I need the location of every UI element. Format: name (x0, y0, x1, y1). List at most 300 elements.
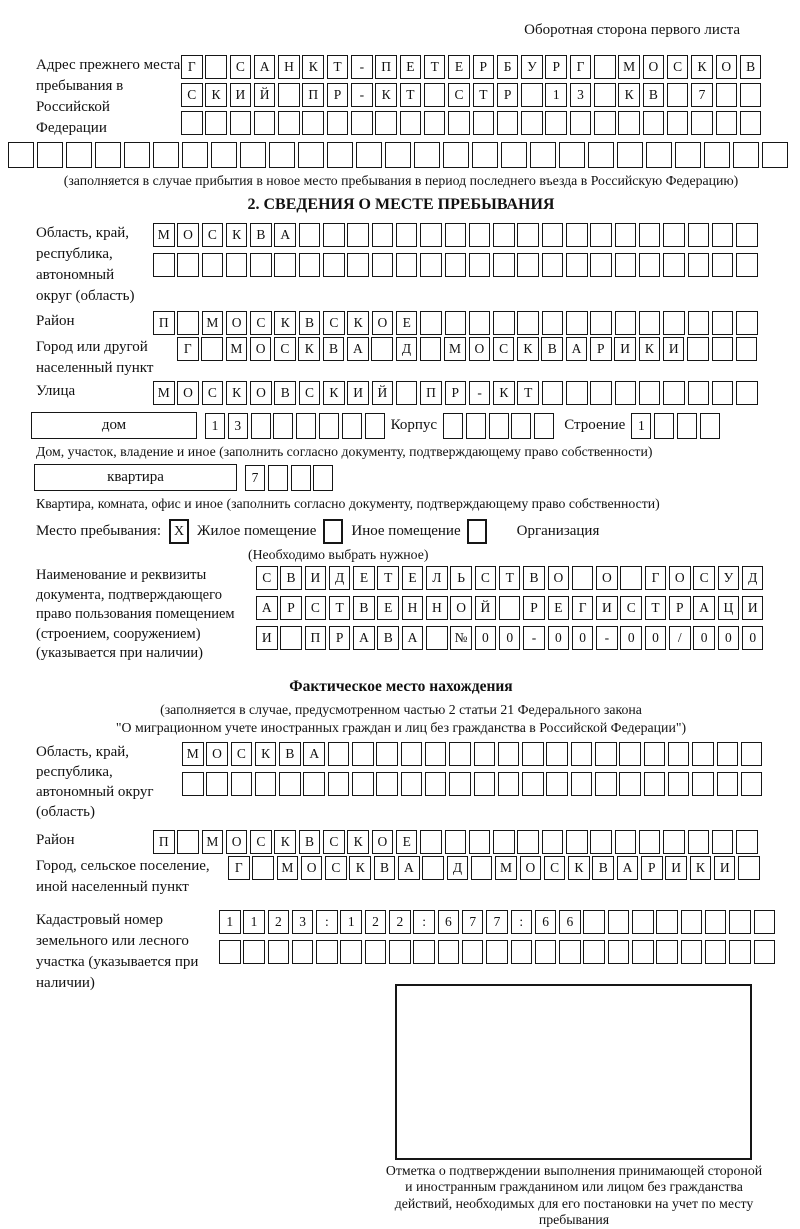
char-cell[interactable] (566, 830, 588, 854)
char-cell[interactable]: Р (497, 83, 519, 107)
char-cell[interactable] (420, 830, 442, 854)
char-cell[interactable] (705, 910, 727, 934)
char-cell[interactable] (590, 223, 612, 247)
char-cell[interactable] (656, 940, 678, 964)
char-cell[interactable]: Т (499, 566, 521, 590)
char-cell[interactable] (692, 772, 714, 796)
char-cell[interactable] (667, 83, 689, 107)
char-cell[interactable] (445, 223, 467, 247)
char-cell[interactable] (712, 381, 734, 405)
char-cell[interactable] (292, 940, 314, 964)
char-cell[interactable]: И (714, 856, 736, 880)
char-cell[interactable]: К (618, 83, 640, 107)
char-cell[interactable]: С (448, 83, 470, 107)
char-cell[interactable] (449, 772, 471, 796)
char-cell[interactable] (716, 83, 738, 107)
char-cell[interactable]: О (548, 566, 570, 590)
char-cell[interactable]: И (663, 337, 685, 361)
char-cell[interactable] (471, 856, 493, 880)
char-cell[interactable]: В (279, 742, 301, 766)
char-cell[interactable] (124, 142, 150, 168)
char-cell[interactable] (521, 83, 543, 107)
char-cell[interactable] (328, 742, 350, 766)
char-cell[interactable] (740, 83, 762, 107)
char-cell[interactable]: : (316, 910, 338, 934)
char-cell[interactable] (278, 83, 300, 107)
char-cell[interactable] (352, 772, 374, 796)
char-cell[interactable] (323, 223, 345, 247)
char-cell[interactable]: О (450, 596, 472, 620)
char-cell[interactable] (712, 337, 734, 361)
char-cell[interactable] (438, 940, 460, 964)
char-cell[interactable] (566, 311, 588, 335)
char-cell[interactable]: С (299, 381, 321, 405)
char-cell[interactable] (717, 772, 739, 796)
char-cell[interactable] (618, 111, 640, 135)
char-cell[interactable]: 6 (438, 910, 460, 934)
char-cell[interactable]: 1 (219, 910, 241, 934)
char-cell[interactable]: Г (645, 566, 667, 590)
char-cell[interactable] (469, 253, 491, 277)
char-cell[interactable]: - (596, 626, 618, 650)
char-cell[interactable] (449, 742, 471, 766)
char-cell[interactable]: А (353, 626, 375, 650)
char-cell[interactable]: Ц (718, 596, 740, 620)
char-cell[interactable] (542, 253, 564, 277)
char-cell[interactable]: Е (448, 55, 470, 79)
char-cell[interactable]: С (181, 83, 203, 107)
char-cell[interactable]: К (226, 381, 248, 405)
char-cell[interactable] (396, 381, 418, 405)
char-cell[interactable] (663, 381, 685, 405)
char-cell[interactable] (298, 142, 324, 168)
char-cell[interactable]: К (347, 830, 369, 854)
char-cell[interactable] (594, 55, 616, 79)
char-cell[interactable] (206, 772, 228, 796)
char-cell[interactable] (278, 111, 300, 135)
char-cell[interactable]: О (372, 830, 394, 854)
char-cell[interactable]: С (202, 223, 224, 247)
char-cell[interactable]: Е (396, 830, 418, 854)
char-cell[interactable] (535, 940, 557, 964)
char-cell[interactable] (639, 253, 661, 277)
char-cell[interactable] (347, 223, 369, 247)
char-cell[interactable]: : (413, 910, 435, 934)
char-cell[interactable] (226, 253, 248, 277)
char-cell[interactable] (583, 940, 605, 964)
char-cell[interactable] (688, 381, 710, 405)
char-cell[interactable] (590, 381, 612, 405)
char-cell[interactable] (522, 772, 544, 796)
char-cell[interactable] (692, 742, 714, 766)
char-cell[interactable]: Е (377, 596, 399, 620)
char-cell[interactable]: 0 (548, 626, 570, 650)
char-cell[interactable] (37, 142, 63, 168)
char-cell[interactable] (559, 940, 581, 964)
char-cell[interactable]: А (303, 742, 325, 766)
char-cell[interactable]: 0 (645, 626, 667, 650)
char-cell[interactable]: К (274, 311, 296, 335)
char-cell[interactable] (273, 413, 293, 439)
char-cell[interactable] (462, 940, 484, 964)
char-cell[interactable]: 2 (365, 910, 387, 934)
char-cell[interactable] (668, 772, 690, 796)
apartment-box[interactable]: квартира (34, 464, 237, 491)
stay-option-organization-checkbox[interactable] (467, 519, 487, 544)
char-cell[interactable] (667, 111, 689, 135)
char-cell[interactable] (327, 142, 353, 168)
char-cell[interactable]: Н (402, 596, 424, 620)
char-cell[interactable]: 6 (535, 910, 557, 934)
char-cell[interactable] (420, 311, 442, 335)
char-cell[interactable] (615, 381, 637, 405)
char-cell[interactable]: Е (396, 311, 418, 335)
char-cell[interactable] (420, 223, 442, 247)
stay-option-residential-checkbox[interactable]: X (169, 519, 189, 544)
char-cell[interactable]: - (469, 381, 491, 405)
char-cell[interactable] (182, 142, 208, 168)
char-cell[interactable]: С (667, 55, 689, 79)
char-cell[interactable]: И (256, 626, 278, 650)
char-cell[interactable]: - (523, 626, 545, 650)
char-cell[interactable] (521, 111, 543, 135)
char-cell[interactable] (704, 142, 730, 168)
char-cell[interactable]: А (254, 55, 276, 79)
char-cell[interactable] (700, 413, 720, 439)
char-cell[interactable]: П (302, 83, 324, 107)
char-cell[interactable] (352, 742, 374, 766)
char-cell[interactable] (400, 111, 422, 135)
char-cell[interactable] (493, 253, 515, 277)
char-cell[interactable]: С (202, 381, 224, 405)
char-cell[interactable] (619, 772, 641, 796)
char-cell[interactable]: Е (402, 566, 424, 590)
char-cell[interactable] (681, 940, 703, 964)
char-cell[interactable] (182, 772, 204, 796)
char-cell[interactable] (740, 111, 762, 135)
char-cell[interactable]: Т (473, 83, 495, 107)
char-cell[interactable]: М (182, 742, 204, 766)
char-cell[interactable]: 6 (559, 910, 581, 934)
char-cell[interactable]: К (517, 337, 539, 361)
char-cell[interactable]: И (742, 596, 764, 620)
char-cell[interactable]: И (614, 337, 636, 361)
char-cell[interactable] (323, 253, 345, 277)
char-cell[interactable]: Д (742, 566, 764, 590)
char-cell[interactable] (328, 772, 350, 796)
char-cell[interactable] (498, 772, 520, 796)
char-cell[interactable] (663, 253, 685, 277)
char-cell[interactable] (319, 413, 339, 439)
char-cell[interactable]: 2 (268, 910, 290, 934)
char-cell[interactable]: Г (572, 596, 594, 620)
char-cell[interactable]: В (299, 311, 321, 335)
char-cell[interactable] (466, 413, 486, 439)
char-cell[interactable] (422, 856, 444, 880)
char-cell[interactable] (736, 381, 758, 405)
char-cell[interactable] (688, 311, 710, 335)
char-cell[interactable] (489, 413, 509, 439)
char-cell[interactable] (340, 940, 362, 964)
char-cell[interactable]: М (153, 381, 175, 405)
char-cell[interactable] (396, 253, 418, 277)
char-cell[interactable] (231, 772, 253, 796)
char-cell[interactable] (754, 940, 776, 964)
char-cell[interactable]: Р (445, 381, 467, 405)
char-cell[interactable]: М (495, 856, 517, 880)
char-cell[interactable]: А (398, 856, 420, 880)
char-cell[interactable]: Л (426, 566, 448, 590)
char-cell[interactable] (654, 413, 674, 439)
char-cell[interactable] (250, 253, 272, 277)
char-cell[interactable] (542, 830, 564, 854)
char-cell[interactable] (595, 772, 617, 796)
char-cell[interactable]: Н (278, 55, 300, 79)
char-cell[interactable] (313, 465, 333, 491)
char-cell[interactable] (219, 940, 241, 964)
char-cell[interactable] (546, 772, 568, 796)
char-cell[interactable]: О (372, 311, 394, 335)
char-cell[interactable] (497, 111, 519, 135)
char-cell[interactable]: О (226, 311, 248, 335)
char-cell[interactable] (729, 940, 751, 964)
char-cell[interactable] (66, 142, 92, 168)
char-cell[interactable] (205, 55, 227, 79)
char-cell[interactable] (299, 223, 321, 247)
char-cell[interactable]: В (592, 856, 614, 880)
char-cell[interactable]: В (299, 830, 321, 854)
char-cell[interactable] (469, 311, 491, 335)
char-cell[interactable]: К (639, 337, 661, 361)
char-cell[interactable]: Й (254, 83, 276, 107)
char-cell[interactable] (240, 142, 266, 168)
char-cell[interactable]: Д (447, 856, 469, 880)
char-cell[interactable] (615, 830, 637, 854)
char-cell[interactable]: С (231, 742, 253, 766)
char-cell[interactable]: : (511, 910, 533, 934)
char-cell[interactable] (291, 465, 311, 491)
char-cell[interactable] (365, 413, 385, 439)
char-cell[interactable] (712, 311, 734, 335)
char-cell[interactable] (177, 253, 199, 277)
char-cell[interactable] (643, 111, 665, 135)
char-cell[interactable]: А (274, 223, 296, 247)
char-cell[interactable]: А (402, 626, 424, 650)
char-cell[interactable] (469, 223, 491, 247)
char-cell[interactable] (365, 940, 387, 964)
char-cell[interactable]: И (230, 83, 252, 107)
char-cell[interactable]: 1 (340, 910, 362, 934)
char-cell[interactable]: К (375, 83, 397, 107)
char-cell[interactable] (590, 253, 612, 277)
char-cell[interactable] (473, 111, 495, 135)
char-cell[interactable] (316, 940, 338, 964)
char-cell[interactable]: О (177, 223, 199, 247)
char-cell[interactable] (542, 381, 564, 405)
char-cell[interactable]: - (351, 83, 373, 107)
char-cell[interactable]: С (475, 566, 497, 590)
char-cell[interactable]: Ь (450, 566, 472, 590)
char-cell[interactable] (668, 742, 690, 766)
char-cell[interactable]: И (347, 381, 369, 405)
char-cell[interactable]: № (450, 626, 472, 650)
char-cell[interactable]: О (716, 55, 738, 79)
char-cell[interactable] (424, 83, 446, 107)
char-cell[interactable]: 0 (572, 626, 594, 650)
char-cell[interactable]: М (153, 223, 175, 247)
char-cell[interactable]: Т (645, 596, 667, 620)
char-cell[interactable] (252, 856, 274, 880)
char-cell[interactable]: С (620, 596, 642, 620)
char-cell[interactable] (371, 337, 393, 361)
char-cell[interactable] (425, 742, 447, 766)
char-cell[interactable] (469, 830, 491, 854)
char-cell[interactable] (615, 253, 637, 277)
stay-option-other-checkbox[interactable] (323, 519, 343, 544)
char-cell[interactable] (608, 910, 630, 934)
char-cell[interactable] (268, 940, 290, 964)
char-cell[interactable] (571, 772, 593, 796)
char-cell[interactable]: К (349, 856, 371, 880)
char-cell[interactable] (542, 311, 564, 335)
char-cell[interactable]: О (596, 566, 618, 590)
char-cell[interactable]: М (226, 337, 248, 361)
char-cell[interactable] (590, 830, 612, 854)
char-cell[interactable]: Д (396, 337, 418, 361)
char-cell[interactable] (571, 742, 593, 766)
char-cell[interactable]: И (305, 566, 327, 590)
char-cell[interactable] (729, 910, 751, 934)
char-cell[interactable]: С (325, 856, 347, 880)
char-cell[interactable] (420, 253, 442, 277)
char-cell[interactable] (663, 311, 685, 335)
char-cell[interactable] (486, 940, 508, 964)
char-cell[interactable] (517, 253, 539, 277)
char-cell[interactable] (327, 111, 349, 135)
char-cell[interactable]: В (523, 566, 545, 590)
char-cell[interactable]: С (256, 566, 278, 590)
char-cell[interactable] (639, 830, 661, 854)
char-cell[interactable]: М (444, 337, 466, 361)
char-cell[interactable]: В (280, 566, 302, 590)
char-cell[interactable]: Т (377, 566, 399, 590)
char-cell[interactable] (472, 142, 498, 168)
char-cell[interactable]: Р (523, 596, 545, 620)
char-cell[interactable]: Г (181, 55, 203, 79)
char-cell[interactable]: А (617, 856, 639, 880)
char-cell[interactable] (741, 772, 763, 796)
char-cell[interactable] (545, 111, 567, 135)
char-cell[interactable]: О (301, 856, 323, 880)
char-cell[interactable] (153, 142, 179, 168)
char-cell[interactable]: Г (228, 856, 250, 880)
char-cell[interactable] (401, 742, 423, 766)
char-cell[interactable] (736, 253, 758, 277)
char-cell[interactable]: С (544, 856, 566, 880)
char-cell[interactable] (372, 223, 394, 247)
char-cell[interactable] (280, 626, 302, 650)
char-cell[interactable] (688, 253, 710, 277)
char-cell[interactable] (595, 742, 617, 766)
char-cell[interactable]: Д (329, 566, 351, 590)
char-cell[interactable] (499, 596, 521, 620)
house-box[interactable]: дом (31, 412, 197, 439)
char-cell[interactable]: - (351, 55, 373, 79)
char-cell[interactable] (590, 311, 612, 335)
char-cell[interactable]: О (469, 337, 491, 361)
char-cell[interactable] (688, 223, 710, 247)
char-cell[interactable] (177, 830, 199, 854)
char-cell[interactable] (268, 465, 288, 491)
char-cell[interactable] (303, 772, 325, 796)
char-cell[interactable]: С (323, 311, 345, 335)
char-cell[interactable]: Е (353, 566, 375, 590)
char-cell[interactable] (296, 413, 316, 439)
char-cell[interactable]: 7 (486, 910, 508, 934)
char-cell[interactable] (474, 742, 496, 766)
char-cell[interactable] (299, 253, 321, 277)
char-cell[interactable]: А (693, 596, 715, 620)
char-cell[interactable]: С (305, 596, 327, 620)
char-cell[interactable] (302, 111, 324, 135)
char-cell[interactable]: Т (327, 55, 349, 79)
char-cell[interactable] (177, 311, 199, 335)
char-cell[interactable] (493, 311, 515, 335)
char-cell[interactable]: Р (329, 626, 351, 650)
char-cell[interactable] (351, 111, 373, 135)
char-cell[interactable] (566, 381, 588, 405)
char-cell[interactable]: О (250, 337, 272, 361)
char-cell[interactable] (608, 940, 630, 964)
char-cell[interactable] (255, 772, 277, 796)
char-cell[interactable] (632, 910, 654, 934)
char-cell[interactable] (517, 830, 539, 854)
char-cell[interactable]: О (520, 856, 542, 880)
char-cell[interactable]: 3 (292, 910, 314, 934)
char-cell[interactable]: К (226, 223, 248, 247)
char-cell[interactable] (566, 223, 588, 247)
char-cell[interactable]: 3 (570, 83, 592, 107)
char-cell[interactable] (274, 253, 296, 277)
char-cell[interactable] (8, 142, 34, 168)
char-cell[interactable] (448, 111, 470, 135)
char-cell[interactable]: П (305, 626, 327, 650)
char-cell[interactable]: В (643, 83, 665, 107)
char-cell[interactable] (644, 772, 666, 796)
char-cell[interactable]: К (298, 337, 320, 361)
char-cell[interactable]: О (643, 55, 665, 79)
char-cell[interactable] (712, 253, 734, 277)
char-cell[interactable]: Р (545, 55, 567, 79)
char-cell[interactable]: Т (400, 83, 422, 107)
char-cell[interactable]: 7 (245, 465, 265, 491)
char-cell[interactable]: Т (424, 55, 446, 79)
char-cell[interactable] (243, 940, 265, 964)
char-cell[interactable] (656, 910, 678, 934)
char-cell[interactable]: 1 (243, 910, 265, 934)
char-cell[interactable] (230, 111, 252, 135)
char-cell[interactable] (639, 381, 661, 405)
char-cell[interactable]: С (493, 337, 515, 361)
char-cell[interactable] (716, 111, 738, 135)
char-cell[interactable] (646, 142, 672, 168)
char-cell[interactable] (736, 830, 758, 854)
char-cell[interactable] (546, 742, 568, 766)
char-cell[interactable] (498, 742, 520, 766)
char-cell[interactable]: И (665, 856, 687, 880)
char-cell[interactable] (663, 830, 685, 854)
char-cell[interactable] (269, 142, 295, 168)
